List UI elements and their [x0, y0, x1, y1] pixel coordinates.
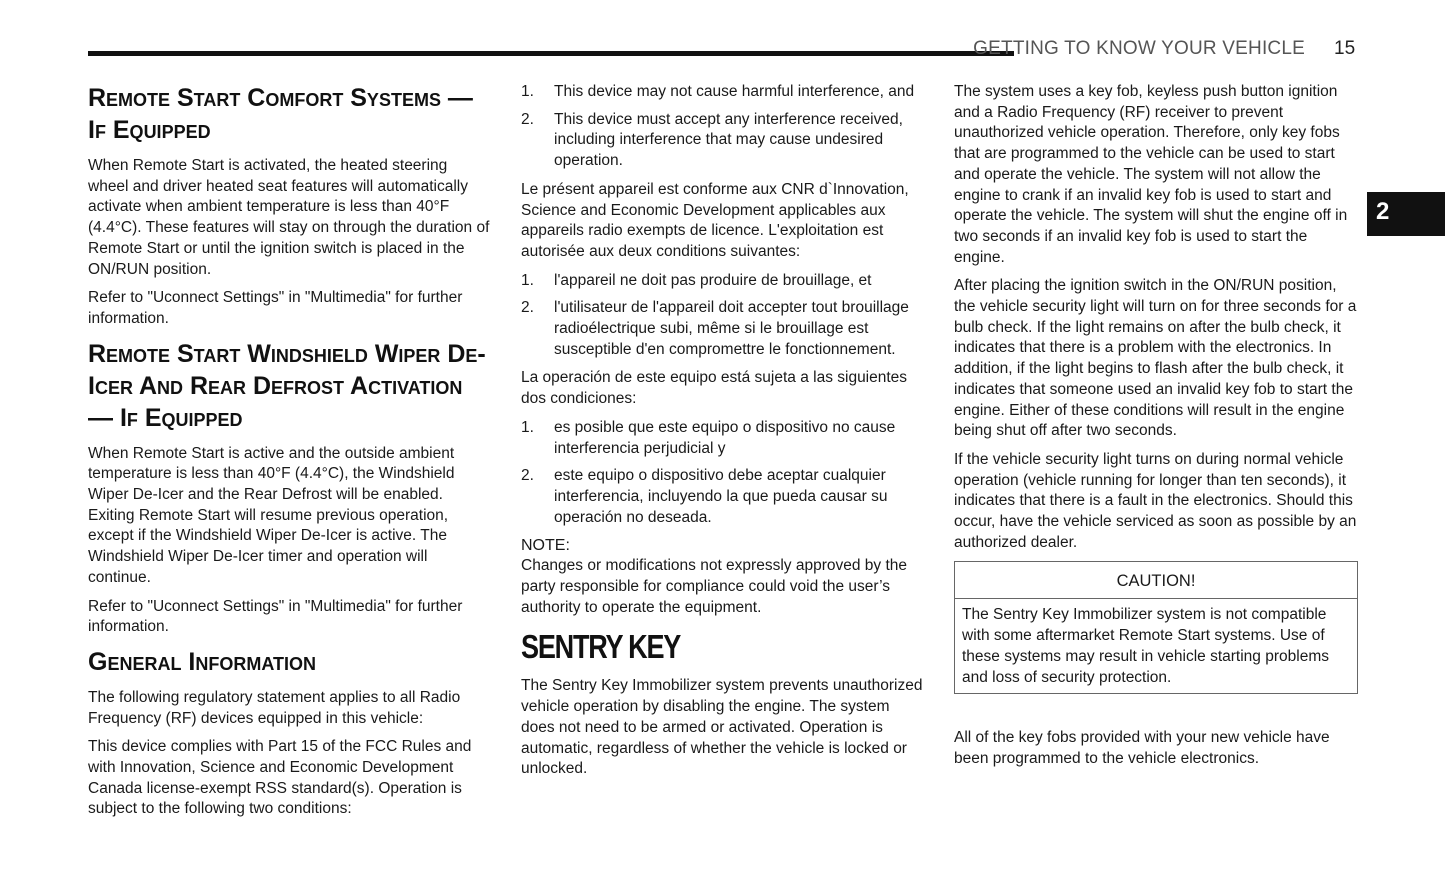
- paragraph: Refer to "Uconnect Settings" in "Multimedia" for further information.: [88, 597, 463, 636]
- paragraph-es: La operación de este equipo está sujeta a las siguientes dos condiciones:: [521, 369, 908, 408]
- header-rule: [88, 51, 1014, 56]
- heading-general-information: General Information: [88, 647, 316, 676]
- heading-sentry-key: SENTRY KEY: [521, 628, 681, 666]
- paragraph: The system uses a key fob, keyless push button ignition and a Radio Frequency (RF) receiver to prevent unauthorized vehicle operation. Therefore, only key fobs that are programmed to the vehicle can be used to start and operate the vehicle. The system will not allow the engine to crank if an invalid key fob is used to start and operate the vehicle. The system will shut the engine off in two seconds if an invalid key fob is used to start the engine.: [954, 83, 1348, 266]
- paragraph: Refer to "Uconnect Settings" in "Multimedia" for further information.: [88, 289, 463, 327]
- paragraph: When Remote Start is activated, the heated steering wheel and driver heated seat features will automatically activate when ambient temperature is less than 40°F (4.4°C). These features will stay on through the duration of Remote Start or until the ignition switch is placed in the ON/RUN position.: [88, 157, 490, 278]
- conditions-list-en: [521, 82, 926, 172]
- list-item: 2. This device must accept any interference received, including interference that may cause undesired operation.: [521, 110, 903, 170]
- heading-remote-start-deicer: Remote Start Windshield Wiper De-Icer And Rear Defrost Activation — If Equipped: [88, 339, 486, 432]
- column-2: [521, 82, 926, 788]
- paragraph: The Sentry Key Immobilizer system prevents unauthorized vehicle operation by disabling the engine. The system does not need to be armed or activated. Operation is automatic, regardless of whether the vehicle is locked or unlocked.: [521, 677, 923, 778]
- list-item: 1. es posible que este equipo o dispositivo no cause interferencia perjudicial y: [521, 418, 896, 457]
- column-3: [954, 82, 1358, 778]
- column-1: [88, 82, 490, 828]
- caution-body: [955, 599, 1357, 693]
- caution-text: The Sentry Key Immobilizer system is not compatible with some aftermarket Remote Start systems. Use of these systems may result in vehicle starting problems and loss of security protection.: [962, 606, 1329, 686]
- section-title: GETTING TO KNOW YOUR VEHICLE: [973, 38, 1305, 59]
- list-item: 1. This device may not cause harmful interference, and: [521, 83, 915, 100]
- caution-title: CAUTION!: [955, 562, 1357, 599]
- list-item: 2. este equipo o dispositivo debe aceptar cualquier interferencia, incluyendo la que pueda causar su operación no deseada.: [521, 467, 888, 526]
- note-text: Changes or modifications not expressly approved by the party responsible for compliance could void the user’s authority to operate the equipment.: [521, 557, 907, 616]
- list-item: 1. l'appareil ne doit pas produire de brouillage, et: [521, 271, 872, 289]
- chapter-tab: 2: [1367, 192, 1445, 236]
- caution-box: [954, 561, 1358, 694]
- heading-remote-start-comfort: Remote Start Comfort Systems — If Equipped: [88, 84, 473, 144]
- paragraph: When Remote Start is active and the outside ambient temperature is less than 40°F (4.4°C), the Windshield Wiper De-Icer and the Rear Defrost will be enabled. Exiting Remote Start will resume previous operation, except if the Windshield Wiper De-Icer is active. The Windshield Wiper De-Icer timer and operation will continue.: [88, 444, 455, 586]
- paragraph: After placing the ignition switch in the ON/RUN position, the vehicle security light will turn on for three seconds for a bulb check. If the light remains on after the bulb check, it indicates that there is a problem with the electronics. In addition, if the light begins to flash after the bulb check, it indicates that someone used an invalid key fob to start the engine. Either of these conditions will result in the engine being shut off after two seconds.: [954, 277, 1357, 440]
- paragraph-fr: Le présent appareil est conforme aux CNR d`Innovation, Science and Economic Development applicables aux appareils radio exempts de licence. L'exploitation est autorisée aux deux conditions suivantes:: [521, 180, 909, 260]
- note-label: NOTE:: [521, 537, 570, 555]
- paragraph: This device complies with Part 15 of the FCC Rules and with Innovation, Science and Economic Development Canada license-exempt RSS standard(s). Operation is subject to the following two conditions:: [88, 738, 472, 818]
- conditions-list-es: [521, 418, 926, 529]
- page-number: 15: [1334, 38, 1356, 59]
- paragraph: If the vehicle security light turns on during normal vehicle operation (vehicle running for longer than ten seconds), it indicates that there is a fault in the electronics. Should this occur, have the vehicle serviced as soon as possible by an authorized dealer.: [954, 450, 1357, 551]
- paragraph: The following regulatory statement applies to all Radio Frequency (RF) devices equipped in this vehicle:: [88, 688, 461, 727]
- paragraph: All of the key fobs provided with your new vehicle have been programmed to the vehicle electronics.: [954, 729, 1330, 767]
- conditions-list-fr: [521, 271, 926, 361]
- list-item: 2. l'utilisateur de l'appareil doit accepter tout brouillage radioélectrique subi, même si le brouillage est susceptible d'en compromettre le fonctionnement.: [521, 299, 909, 358]
